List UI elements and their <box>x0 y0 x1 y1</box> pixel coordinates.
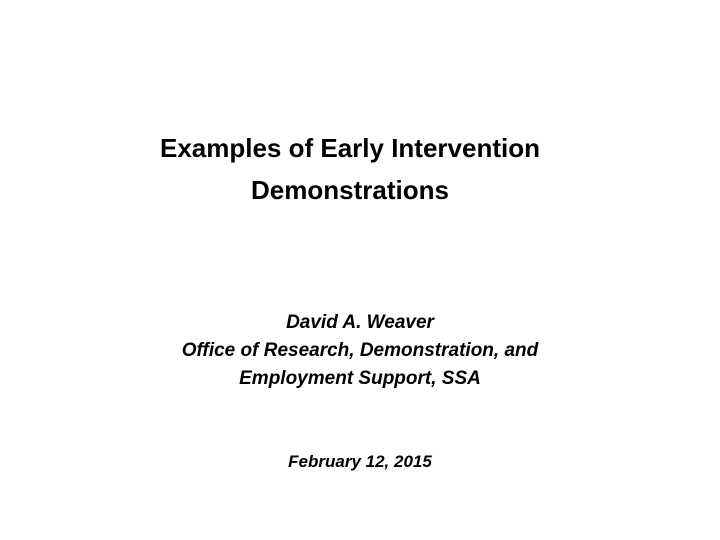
presentation-date: February 12, 2015 <box>288 452 432 471</box>
affiliation-line-1: Office of Research, Demonstration, and <box>181 340 539 361</box>
affiliation-line-2: Employment Support, SSA <box>239 368 481 389</box>
presenter-name: David A. Weaver <box>286 312 434 333</box>
presenter-info <box>40 309 680 393</box>
title-line-2: Demonstrations <box>251 175 449 205</box>
title-line-1: Examples of Early Intervention <box>159 133 540 163</box>
slide-title <box>60 127 640 211</box>
